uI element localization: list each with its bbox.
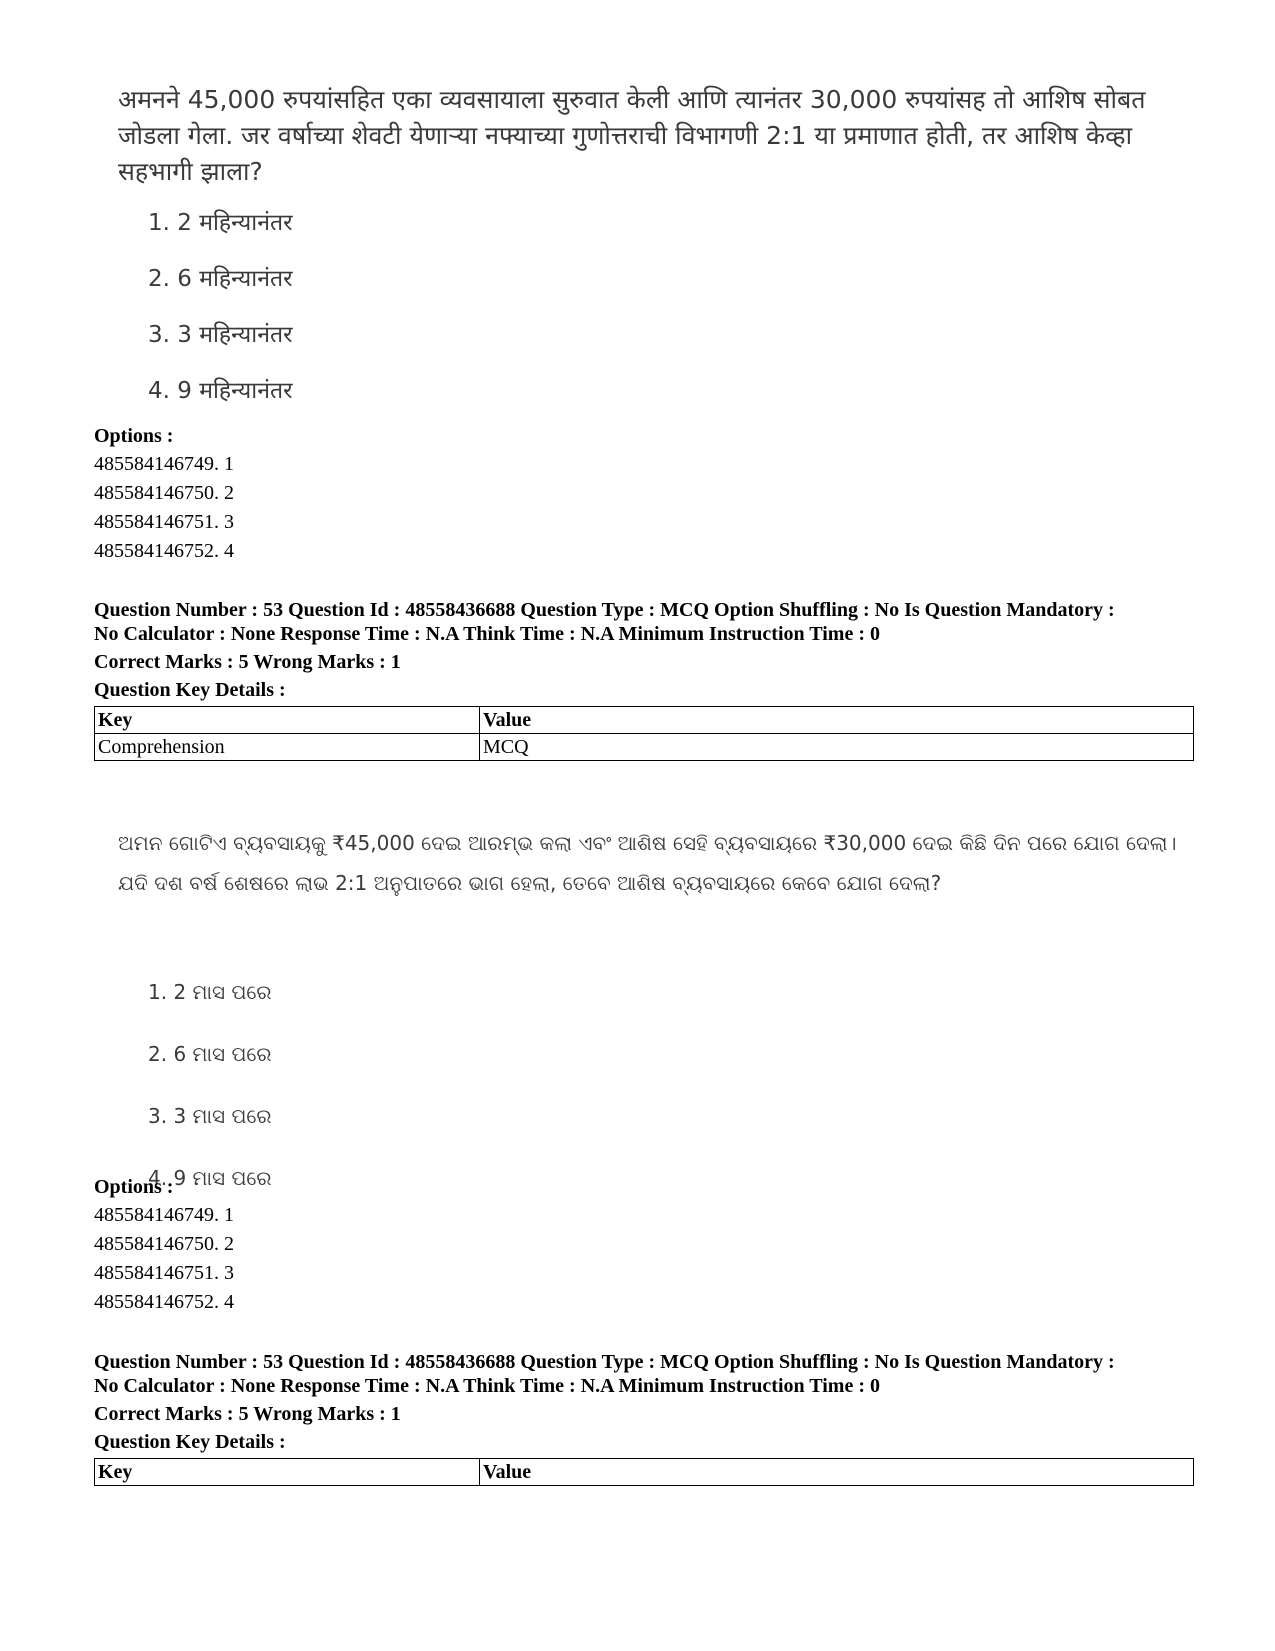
marathi-question-text: अमनने 45,000 रुपयांसहित एका व्यवसायाला सुरुवात केली आणि त्यानंतर 30,000 रुपयांसह तो आशिष सोबत जोडला गेला. जर वर्षाच्या शेवटी येणाऱ्या नफ्याच्या गुणोत्तराची विभागणी 2:1 या प्रमाणात होती, तर आशिष केव्हा सहभागी झाला? — [118, 85, 1146, 186]
table-header-row — [95, 1459, 1194, 1486]
question-meta-2 — [94, 1350, 1194, 1454]
question-meta-line-2: No Calculator : None Response Time : N.A Think Time : N.A Minimum Instruction Time : 0 — [94, 623, 880, 645]
option-id-2: 485584146750. 2 — [94, 482, 234, 504]
odia-choice-1: 1. 2 ମାସ ପରେ — [148, 980, 272, 1004]
odia-question-line-2: ଯଦି ଦଶ ବର୍ଷ ଶେଷରେ ଲାଭ 2:1 ଅନୁପାତରେ ଭାଗ ହେଲା, ତେବେ ଆଶିଷ ବ୍ୟବସାୟରେ କେବେ ଯୋଗ ଦେଲା? — [118, 871, 942, 895]
question-meta-1 — [94, 598, 1194, 702]
question-key-table-2 — [94, 1458, 1194, 1486]
option-id-1: 485584146749. 1 — [94, 1204, 234, 1226]
options-label: Options : — [94, 425, 174, 447]
marathi-choice-4: 4. 9 महिन्यानंतर — [148, 378, 293, 404]
option-id-2: 485584146750. 2 — [94, 1233, 234, 1255]
key-details-label: Question Key Details : — [94, 679, 286, 701]
question-meta-line-1: Question Number : 53 Question Id : 48558436688 Question Type : MCQ Option Shuffling : No Is Question Mandatory : — [94, 599, 1115, 621]
option-id-4: 485584146752. 4 — [94, 1291, 234, 1313]
odia-question-line-1: ଅମନ ଗୋଟିଏ ବ୍ୟବସାୟକୁ ₹45,000 ଦେଇ ଆରମ୍ଭ କଲା ଏବଂ ଆଶିଷ ସେହି ବ୍ୟବସାୟରେ ₹30,000 ଦେଇ କିଛି ଦିନ ପରେ ଯୋଗ ଦେଲା। — [118, 831, 1177, 855]
odia-choice-3: 3. 3 ମାସ ପରେ — [148, 1104, 272, 1128]
table-cell-value: MCQ — [480, 734, 1194, 761]
options-block-2 — [94, 1173, 1194, 1317]
options-label: Options : — [94, 1176, 174, 1198]
option-id-1: 485584146749. 1 — [94, 453, 234, 475]
option-id-3: 485584146751. 3 — [94, 511, 234, 533]
question-meta-line-2: No Calculator : None Response Time : N.A Think Time : N.A Minimum Instruction Time : 0 — [94, 1375, 880, 1397]
marathi-choice-3: 3. 3 महिन्यानंतर — [148, 322, 293, 348]
marathi-choice-2: 2. 6 महिन्यानंतर — [148, 266, 293, 292]
options-block-1 — [94, 422, 1194, 566]
question-key-table-1 — [94, 706, 1194, 761]
odia-choice-4: 4. 9 ମାସ ପରେ — [148, 1166, 272, 1190]
question-meta-line-1: Question Number : 53 Question Id : 48558436688 Question Type : MCQ Option Shuffling : No Is Question Mandatory : — [94, 1351, 1115, 1373]
table-header-value: Value — [480, 707, 1194, 734]
table-row — [95, 734, 1194, 761]
table-header-row — [95, 707, 1194, 734]
marathi-choice-1: 1. 2 महिन्यानंतर — [148, 210, 293, 236]
table-header-key: Key — [95, 707, 480, 734]
marks-line: Correct Marks : 5 Wrong Marks : 1 — [94, 1403, 401, 1425]
marks-line: Correct Marks : 5 Wrong Marks : 1 — [94, 651, 401, 673]
option-id-4: 485584146752. 4 — [94, 540, 234, 562]
option-id-3: 485584146751. 3 — [94, 1262, 234, 1284]
key-details-label: Question Key Details : — [94, 1431, 286, 1453]
odia-question-text — [118, 823, 1198, 903]
table-header-value: Value — [480, 1459, 1194, 1486]
table-cell-key: Comprehension — [95, 734, 480, 761]
odia-choice-2: 2. 6 ମାସ ପରେ — [148, 1042, 272, 1066]
table-header-key: Key — [95, 1459, 480, 1486]
